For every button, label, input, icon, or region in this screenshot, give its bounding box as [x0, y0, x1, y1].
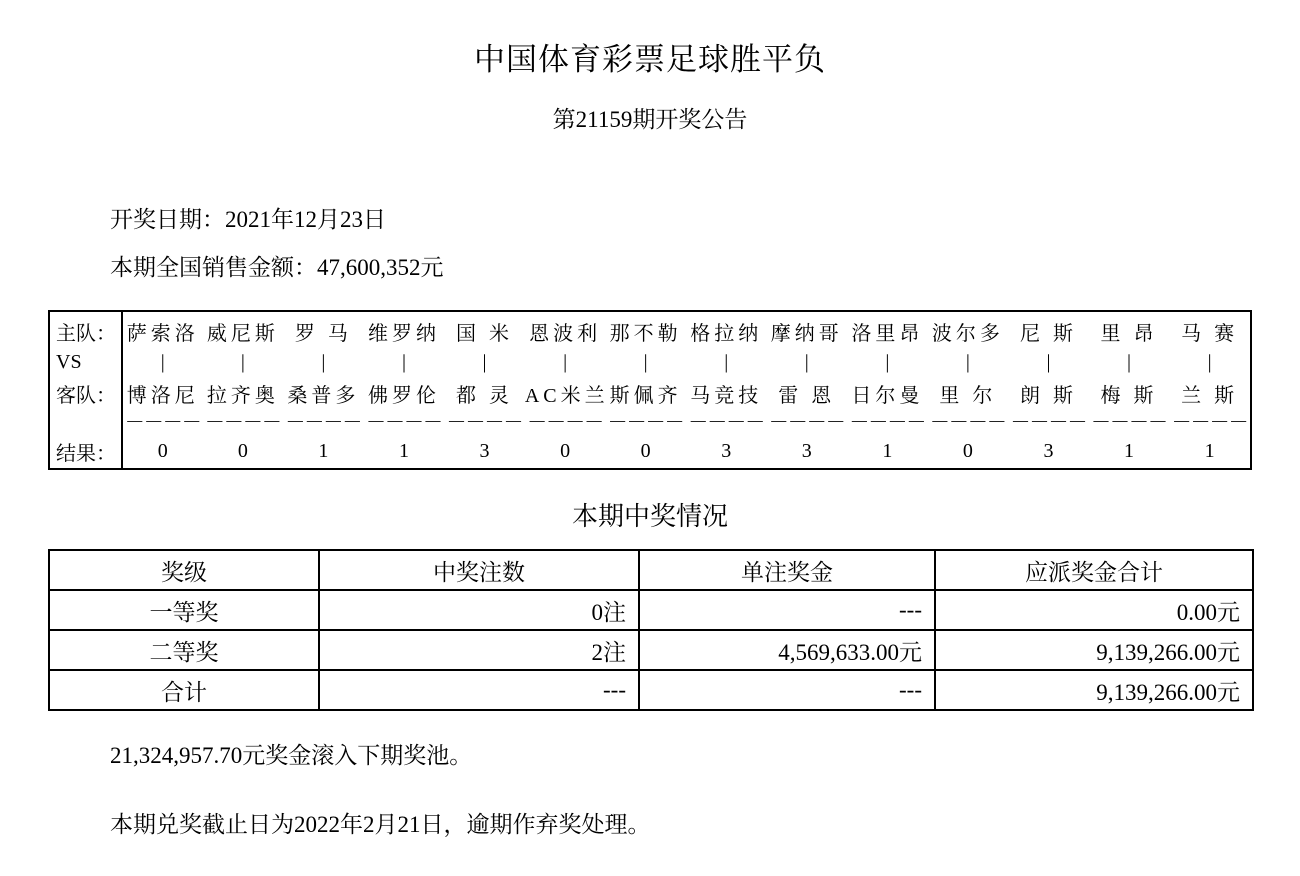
away-team-cell: 桑普多 [287, 384, 360, 407]
away-team-cell: 雷 恩 [778, 384, 836, 407]
matches-table-container [48, 310, 1252, 470]
vs-bar: | [482, 351, 487, 373]
away-team-cell: 梅 斯 [1100, 384, 1158, 407]
notes-block [0, 737, 1300, 839]
prize-single: --- [639, 590, 935, 630]
vs-bar: | [160, 351, 165, 373]
home-team-cell: 里 昂 [1100, 322, 1158, 345]
result-cell: 1 [318, 439, 329, 462]
result-cell: 1 [1124, 439, 1135, 462]
prize-level: 一等奖 [49, 590, 319, 630]
home-team-cell: 摩纳哥 [770, 322, 843, 345]
result-cell: 3 [801, 439, 812, 462]
column-header-count: 中奖注数 [319, 550, 639, 590]
row-label-away: 客队： [50, 374, 122, 412]
table-row-results [50, 434, 1250, 468]
separator-dash: －－－－ [929, 412, 1006, 434]
vs-bar: | [1046, 351, 1051, 373]
prize-count: 0注 [319, 590, 639, 630]
separator-dash: －－－－ [285, 412, 362, 434]
home-team-cell: 恩波利 [529, 322, 602, 345]
separator-dash: －－－－ [365, 412, 442, 434]
separator-dash: －－－－ [688, 412, 765, 434]
away-team-cell: 朗 斯 [1019, 384, 1077, 407]
separator-dash: －－－－ [124, 412, 201, 434]
away-team-cell: 都 灵 [456, 384, 514, 407]
result-cell: 0 [962, 439, 973, 462]
draw-date-line: 开奖日期：2021年12月23日 [110, 207, 386, 232]
separator-dash: －－－－ [1091, 412, 1168, 434]
row-label-blank [50, 412, 122, 434]
row-label-home: 主队： [50, 312, 122, 350]
result-cell: 0 [157, 439, 168, 462]
result-cell: 3 [721, 439, 732, 462]
column-header-total-prize: 应派奖金合计 [935, 550, 1253, 590]
page-subtitle: 第21159期开奖公告 [552, 107, 748, 132]
home-team-cell: 波尔多 [931, 322, 1004, 345]
home-team-cell: 尼 斯 [1019, 322, 1077, 345]
result-cell: 1 [1204, 439, 1215, 462]
away-team-cell: 斯佩齐 [609, 384, 682, 407]
prize-single: 4,569,633.00元 [639, 630, 935, 670]
away-team-cell: 佛罗伦 [367, 384, 440, 407]
home-team-cell: 维罗纳 [367, 322, 440, 345]
result-cell: 3 [479, 439, 490, 462]
away-team-cell: 里 尔 [939, 384, 997, 407]
matches-table [50, 312, 1250, 468]
prize-total: 9,139,266.00元 [935, 670, 1253, 710]
prize-total: 0.00元 [935, 590, 1253, 630]
result-cell: 0 [560, 439, 571, 462]
table-row [49, 630, 1253, 670]
table-row-vs [50, 350, 1250, 374]
rollover-note: 21,324,957.70元奖金滚入下期奖池。 [110, 743, 473, 768]
column-header-level: 奖级 [49, 550, 319, 590]
vs-bar: | [401, 351, 406, 373]
separator-dash: －－－－ [446, 412, 523, 434]
prize-single: --- [639, 670, 935, 710]
away-team-cell: AC米兰 [524, 384, 609, 407]
result-cell: 3 [1043, 439, 1054, 462]
prize-total: 9,139,266.00元 [935, 630, 1253, 670]
column-header-single-prize: 单注奖金 [639, 550, 935, 590]
sales-amount-line: 本期全国销售金额：47,600,352元 [110, 255, 444, 280]
vs-bar: | [240, 351, 245, 373]
prize-section-title: 本期中奖情况 [571, 502, 728, 531]
away-team-cell: 马竞技 [690, 384, 763, 407]
home-team-cell: 萨索洛 [126, 322, 199, 345]
home-team-cell: 国 米 [456, 322, 514, 345]
table-row [49, 590, 1253, 630]
separator-dash: －－－－ [204, 412, 281, 434]
row-label-vs: VS [50, 350, 122, 374]
result-cell: 0 [237, 439, 248, 462]
away-team-cell: 兰 斯 [1181, 384, 1239, 407]
result-cell: 1 [398, 439, 409, 462]
prize-count: --- [319, 670, 639, 710]
vs-bar: | [1207, 351, 1212, 373]
vs-bar: | [563, 351, 568, 373]
home-team-cell: 那不勒 [609, 322, 682, 345]
table-row-home-teams [50, 312, 1250, 350]
away-team-cell: 日尔曼 [851, 384, 924, 407]
result-cell: 1 [882, 439, 893, 462]
home-team-cell: 马 赛 [1181, 322, 1239, 345]
away-team-cell: 博洛尼 [126, 384, 199, 407]
home-team-cell: 罗 马 [294, 322, 352, 345]
home-team-cell: 洛里昂 [851, 322, 924, 345]
result-cell: 0 [640, 439, 651, 462]
separator-dash: －－－－ [1010, 412, 1087, 434]
separator-dash: －－－－ [527, 412, 604, 434]
separator-dash: －－－－ [607, 412, 684, 434]
prize-level: 合计 [49, 670, 319, 710]
table-header-row [49, 550, 1253, 590]
table-row-separator [50, 412, 1250, 434]
row-label-result: 结果： [50, 434, 122, 468]
vs-bar: | [804, 351, 809, 373]
page-title: 中国体育彩票足球胜平负 [474, 42, 826, 77]
home-team-cell: 格拉纳 [690, 322, 763, 345]
separator-dash: －－－－ [849, 412, 926, 434]
vs-bar: | [724, 351, 729, 373]
prize-level: 二等奖 [49, 630, 319, 670]
separator-dash: －－－－ [768, 412, 845, 434]
separator-dash: －－－－ [1171, 412, 1248, 434]
vs-bar: | [1127, 351, 1132, 373]
vs-bar: | [321, 351, 326, 373]
away-team-cell: 拉齐奥 [206, 384, 279, 407]
deadline-note: 本期兑奖截止日为2022年2月21日，逾期作弃奖处理。 [110, 812, 651, 837]
meta-block [0, 196, 1300, 292]
home-team-cell: 威尼斯 [206, 322, 279, 345]
prize-table [48, 549, 1254, 711]
table-row-away-teams [50, 374, 1250, 412]
vs-bar: | [885, 351, 890, 373]
vs-bar: | [643, 351, 648, 373]
prize-count: 2注 [319, 630, 639, 670]
vs-bar: | [965, 351, 970, 373]
table-row [49, 670, 1253, 710]
